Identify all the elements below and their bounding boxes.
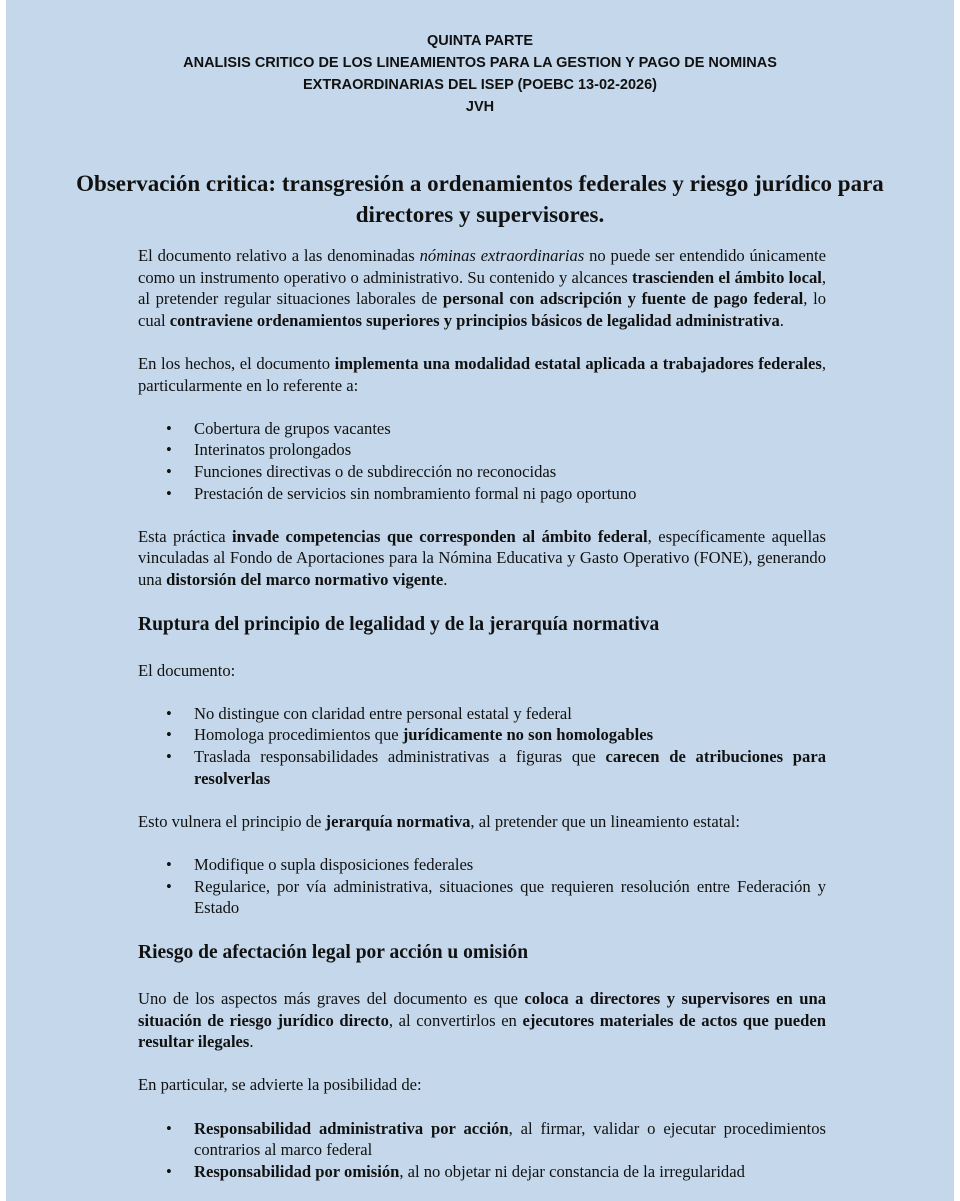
paragraph: [138, 988, 826, 1053]
bullet-list: [138, 703, 826, 789]
bold-text: jurídicamente no son homologables: [402, 725, 654, 745]
paragraph: [138, 526, 826, 591]
text: Homologa procedimientos que: [194, 725, 403, 745]
text: .: [779, 310, 784, 330]
bold-text: contraviene ordenamientos superiores y principios básicos de legalidad administrativa: [169, 310, 780, 330]
text: , lo cual: [138, 289, 826, 330]
section-heading: Ruptura del principio de legalidad y de la jerarquía normativa: [138, 614, 660, 636]
list-item: • Funciones directivas o de subdirección no reconocidas: [194, 461, 826, 483]
header-author: JVH: [465, 99, 495, 115]
bold-text: Responsabilidad por omisión: [194, 1161, 400, 1181]
text: , al no objetar ni dejar constancia de la irregularidad: [399, 1161, 745, 1181]
text: El documento relativo a las denominadas: [138, 246, 420, 265]
list-item: • No distingue con claridad entre personal estatal y federal: [194, 703, 826, 725]
bold-text: Responsabilidad administrativa por acción: [194, 1118, 509, 1138]
text: Esta práctica: [138, 526, 233, 546]
text: , al firmar, validar o ejecutar procedimientos contrarios al marco federal: [194, 1118, 826, 1160]
bullet-list: [138, 418, 826, 504]
header-line: QUINTA PARTE: [426, 33, 534, 49]
bold-text: implementa una modalidad estatal aplicada a trabajadores federales: [334, 353, 822, 373]
list-item: • Cobertura de grupos vacantes: [194, 418, 826, 440]
paragraph: [138, 811, 826, 833]
document-body: [138, 245, 826, 1201]
text: Esto vulnera el principio de: [138, 811, 326, 831]
list-item: • Modifique o supla disposiciones federales: [194, 854, 826, 876]
list-item: • Interinatos prolongados: [194, 439, 826, 461]
paragraph: [138, 245, 826, 331]
bold-text: coloca a directores y supervisores en una situación de riesgo jurídico directo: [138, 989, 826, 1030]
bold-text: trascienden el ámbito local: [632, 267, 822, 287]
list-item: [194, 746, 826, 789]
document-page: [6, 0, 954, 1201]
text: , al convertirlos en: [388, 1010, 523, 1030]
paragraph: El documento:: [138, 660, 236, 680]
text: , específicamente aquellas vinculadas al Fondo de Aportaciones para la Nómina Educativa y Gasto Operativo (FONE), generando una: [138, 526, 827, 589]
text: , al pretender que un lineamiento estatal:: [470, 811, 740, 831]
bold-text: personal con adscripción y fuente de pago federal: [442, 289, 804, 309]
paragraph: [138, 353, 826, 396]
text: Traslada responsabilidades administrativas a figuras que: [194, 747, 606, 767]
bold-text: invade competencias que corresponden al ámbito federal: [232, 526, 648, 546]
header-line: ANALISIS CRITICO DE LOS LINEAMIENTOS PARA LA GESTION Y PAGO DE NOMINAS: [183, 55, 777, 71]
list-item: • Regularice, por vía administrativa, situaciones que requieren resolución entre Federación y Estado: [194, 876, 826, 919]
document-header: [6, 30, 954, 118]
list-item: • Prestación de servicios sin nombramiento formal ni pago oportuno: [194, 483, 826, 505]
bold-text: ejecutores materiales de actos que pueden resultar ilegales: [138, 1010, 826, 1052]
text: .: [249, 1032, 254, 1052]
text: En los hechos, el documento: [138, 353, 335, 373]
text: , particularmente en lo referente a:: [138, 353, 826, 395]
list-item: [194, 1118, 826, 1161]
text: Uno de los aspectos más graves del documento es que: [138, 989, 525, 1008]
list-item: [194, 1161, 826, 1183]
document-title: Observación critica: transgresión a ordenamientos federales y riesgo jurídico para directores y supervisores.: [76, 171, 884, 227]
bullet-list: [138, 854, 826, 919]
header-line: EXTRAORDINARIAS DEL ISEP (POEBC 13-02-2026): [302, 77, 657, 93]
bullet-list: [138, 1118, 826, 1183]
paragraph: En particular, se advierte la posibilidad de:: [138, 1075, 422, 1095]
text: .: [443, 569, 448, 589]
bold-text: jerarquía normativa: [325, 811, 471, 831]
text: , al pretender regular situaciones laborales de: [138, 267, 827, 309]
italic-text: nóminas extraordinarias: [419, 246, 585, 265]
section-heading: Riesgo de afectación legal por acción u omisión: [138, 942, 529, 964]
text: no puede ser entendido únicamente como un instrumento operativo o administrativo. Su contenido y alcances: [138, 246, 826, 287]
bold-text: distorsión del marco normativo vigente: [166, 569, 444, 589]
list-item: [194, 724, 826, 746]
bold-text: carecen de atribuciones para resolverlas: [194, 747, 826, 788]
